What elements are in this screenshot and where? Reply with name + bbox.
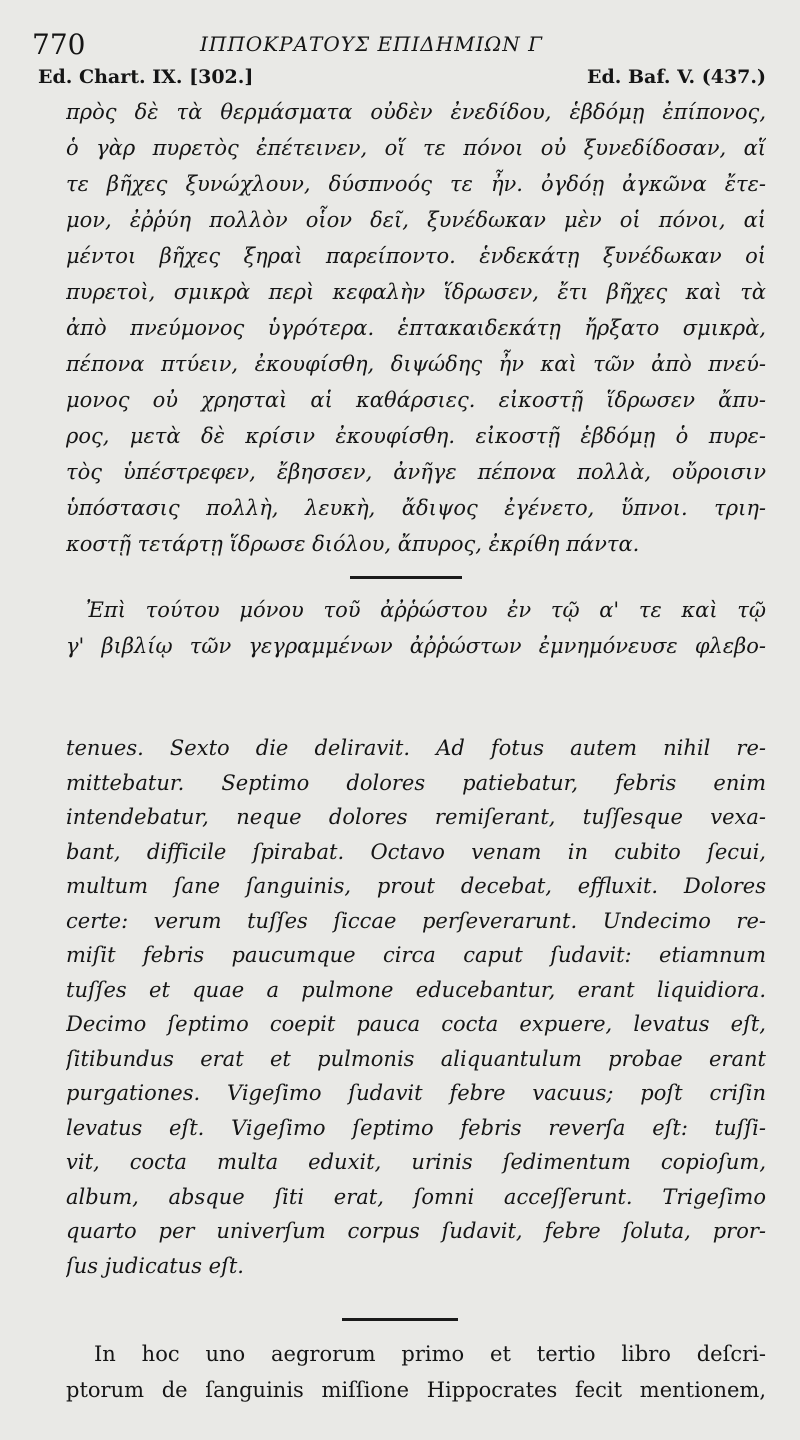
latin-line: multum ſane ſanguinis, prout decebat, effluxit. Dolores xyxy=(66,874,766,898)
latin-line: miſit febris paucumque circa caput ſudavit: etiamnum xyxy=(66,943,766,967)
latin-line: vit, cocta multa eduxit, urinis ſedimentum copioſum, xyxy=(66,1150,766,1174)
latin-line: mittebatur. Septimo dolores patiebatur, febris enim xyxy=(66,770,766,795)
section-divider xyxy=(342,1318,458,1321)
greek-line: κοστῇ τετάρτῃ ἵδρωσε διόλου, ἄπυρος, ἐκρίθη πάντα. xyxy=(66,532,640,556)
latin-line: levatus eſt. Vigeſimo ſeptimo febris reverſa eſt: tuſſi- xyxy=(66,1115,766,1140)
latin-line: quarto per univerſum corpus ſudavit, febre ſoluta, pror- xyxy=(66,1219,766,1243)
greek-note-text xyxy=(66,592,766,664)
edition-reference-basel: Ed. Baf. V. (437.) xyxy=(587,66,766,88)
latin-line: ſus judicatus eſt. xyxy=(66,1253,244,1278)
section-divider xyxy=(350,576,462,579)
greek-line: μονος οὐ χρησταὶ αἱ καθάρσιες. εἰκοστῇ ἵδρωσεν ἄπυ- xyxy=(66,388,766,412)
latin-translation-text xyxy=(66,731,766,1283)
greek-line: ἀπὸ πνεύμονος ὑγρότερα. ἑπτακαιδεκάτῃ ἤρξατο σμικρὰ, xyxy=(66,316,766,340)
greek-line: ὁ γὰρ πυρετὸς ἐπέτεινεν, οἵ τε πόνοι οὐ ξυνεδίδοσαν, αἵ xyxy=(66,136,766,160)
running-title: ΙΠΠΟΚΡΑΤΟΥΣ ΕΠΙΔΗΜΙΩΝ Γ xyxy=(200,32,543,56)
greek-main-text xyxy=(66,94,766,562)
latin-note-line: ptorum de ſanguinis miſſione Hippocrates fecit mentionem, xyxy=(66,1378,766,1402)
greek-line: ὑπόστασις πολλὴ, λευκὴ, ἄδιψος ἐγένετο, ὕπνοι. τριη- xyxy=(66,496,766,520)
latin-line: tenues. Sexto die deliravit. Ad fotus autem nihil re- xyxy=(66,736,766,760)
greek-line: τε βῆχες ξυνώχλουν, δύσπνοός τε ἦν. ὀγδόῃ ἀγκῶνα ἔτε- xyxy=(66,172,766,196)
greek-note-line: γ' βιβλίῳ τῶν γεγραμμένων ἀῤῥώστων ἐμνημόνευσε φλεβο- xyxy=(66,634,766,658)
greek-line: μον, ἐῤῥύη πολλὸν οἷον δεῖ, ξυνέδωκαν μὲν οἱ πόνοι, αἱ xyxy=(66,208,766,232)
latin-line: Decimo ſeptimo coepit pauca cocta expuere, levatus eſt, xyxy=(66,1012,766,1036)
latin-note-line: In hoc uno aegrorum primo et tertio libro deſcri- xyxy=(94,1342,766,1366)
latin-line: album, absque ſiti erat, ſomni acceſſerunt. Trigeſimo xyxy=(66,1184,766,1209)
page-header xyxy=(32,28,770,62)
latin-line: intendebatur, neque dolores remiſerant, tuſſesque vexa- xyxy=(66,805,766,829)
edition-reference-chartier: Ed. Chart. IX. [302.] xyxy=(38,66,254,88)
greek-line: πρὸς δὲ τὰ θερμάσματα οὐδὲν ἐνεδίδου, ἑβδόμῃ ἐπίπονος, xyxy=(66,100,766,124)
greek-line: τὸς ὑπέστρεφεν, ἔβησσεν, ἀνῆγε πέπονα πολλὰ, οὔροισιν xyxy=(66,460,766,484)
greek-line: πέπονα πτύειν, ἐκουφίσθη, διψώδης ἦν καὶ τῶν ἀπὸ πνεύ- xyxy=(66,352,766,376)
latin-line: ſitibundus erat et pulmonis aliquantulum probae erant xyxy=(66,1046,766,1071)
greek-line: πυρετοὶ, σμικρὰ περὶ κεφαλὴν ἵδρωσεν, ἔτι βῆχες καὶ τὰ xyxy=(66,280,766,304)
greek-line: μέντοι βῆχες ξηραὶ παρείποντο. ἑνδεκάτῃ ξυνέδωκαν οἱ xyxy=(66,244,766,268)
latin-line: bant, difficile ſpirabat. Octavo venam in cubito ſecui, xyxy=(66,839,766,864)
greek-note-line: Ἐπὶ τούτου μόνου τοῦ ἀῤῥώστου ἐν τῷ α' τε καὶ τῷ xyxy=(86,598,766,622)
greek-line: ρος, μετὰ δὲ κρίσιν ἐκουφίσθη. εἰκοστῇ ἑβδόμῃ ὁ πυρε- xyxy=(66,424,766,448)
latin-note-text xyxy=(66,1336,766,1408)
latin-line: purgationes. Vigeſimo ſudavit febre vacuus; poſt criſin xyxy=(66,1081,766,1105)
latin-line: tuſſes et quae a pulmone educebantur, erant liquidiora. xyxy=(66,977,766,1002)
page-number: 770 xyxy=(32,28,86,61)
latin-line: certe: verum tuſſes ſiccae perſeverarunt. Undecimo re- xyxy=(66,908,766,933)
edition-reference-line xyxy=(38,66,766,92)
